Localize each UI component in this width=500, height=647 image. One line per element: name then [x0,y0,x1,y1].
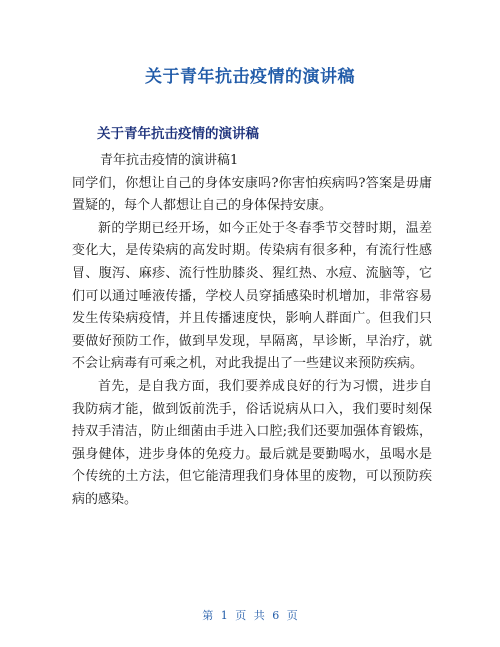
document-body [72,150,432,512]
paragraph-2: 新的学期已经开场，如今正处于冬春季节交替时期，温差变化大，是传染病的高发时期。传染病有很多种，有流行性感冒、腹泻、麻疹、流行性肋膝炎、猩红热、水痘、流脑等，它们可以通过唾液传播，学校人员穿插感染时机增加，非常容易发生传染病疫情，并且传播速度快，影响人群面广。但我们只要做好预防工作，做到早发现，早隔离，早诊断，早治疗，就不会让病毒有可乘之机，对此我提出了一些建议来预防疾病。 [72,220,432,372]
paragraph-1: 同学们，你想让自己的身体安康吗?你害怕疾病吗?答案是毋庸置疑的，每个人都想让自己的身体保持安康。 [72,175,432,214]
heading-line: 青年抗击疫情的演讲稿1 [100,153,239,168]
document-title: 关于青年抗击疫情的演讲稿 [145,67,355,87]
paragraph-3: 首先，是自我方面，我们要养成良好的行为习惯，进步自我防病才能，做到饭前洗手，俗话说病从口入，我们要时刻保持双手清洁，防止细菌由手进入口腔;我们还要加强体育锻炼，强身健体，进步身体的免疫力。最后就是要勤喝水，虽喝水是个传统的土方法，但它能清理我们身体里的废物，可以预防疾病的感染。 [72,378,432,507]
document-subtitle: 关于青年抗击疫情的演讲稿 [97,126,259,142]
page-footer: 第 1 页 共 6 页 [202,609,298,622]
